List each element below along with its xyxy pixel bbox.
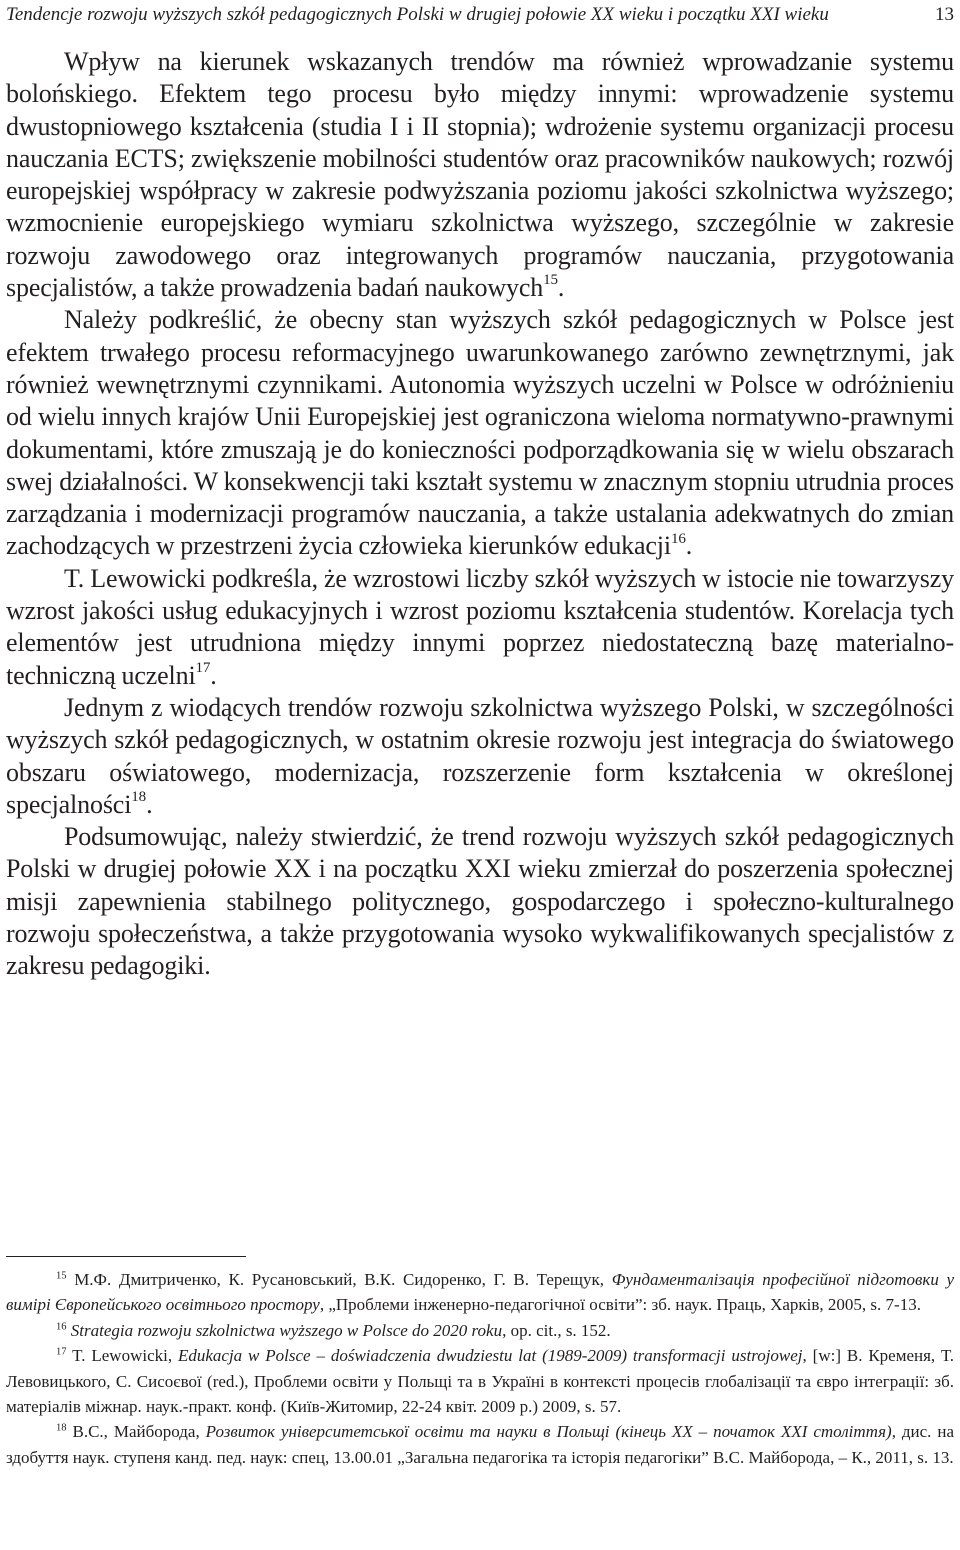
- footnote-ref[interactable]: 17: [195, 659, 211, 676]
- paragraph-text: Jednym z wiodących trendów rozwoju szkolnictwa wyższego Polski, w szczególności wyższych szkół pedagogicznych, w ostatnim okresie rozwoju jest integracja do światowego obszaru oświatowego, modernizacja, rozszerzenie form kształcenia w określonej specjalności: [6, 692, 954, 819]
- footnotes: [6, 1267, 954, 1470]
- paragraph: [6, 563, 954, 692]
- paragraph-end: .: [685, 531, 693, 561]
- footnote-ref[interactable]: 15: [543, 272, 558, 289]
- paragraph-text: Należy podkreślić, że obecny stan wyższych szkół pedagogicznych w Polsce jest efektem trwałego procesu reformacyjnego uwarunkowanego zarówno zewnętrznymi, jak również wewnętrznymi czynnikami. Autonomia wyższych uczelni w Polsce w odróżnieniu od wielu innych krajów Unii Europejskiej jest ograniczona wieloma normatywno-prawnymi dokumentami, które zmuszają je do konieczności podporządkowania się w wielu obszarach swej działalności. W konsekwencji taki kształt systemu w znacznym stopniu utrudnia proces zarządzania i modernizacji programów nauczania, a także ustalania adekwatnych do zmian zachodzących w przestrzeni życia człowieka kierunków edukacji: [6, 305, 954, 561]
- paragraph-end: .: [557, 273, 565, 303]
- footnote-number: 16: [56, 1321, 67, 1333]
- footnote-number: 15: [56, 1270, 67, 1282]
- footnote-title: Edukacja w Polsce – doświadczenia dwudziestu lat (1989-2009) transformacji ustrojowej: [177, 1346, 803, 1366]
- footnote-source: , дис. на здобуття наук. ступеня канд. пед. наук: спец, 13.00.01 „Загальна педагогіка та історія педагогіки” В.С. Майборода, – К., 2011, s. 13.: [6, 1422, 955, 1467]
- paragraph: [6, 821, 954, 982]
- paragraph-end: .: [210, 660, 217, 690]
- footnote: [6, 1419, 954, 1470]
- paragraph: [6, 46, 954, 304]
- footnote: [6, 1318, 954, 1343]
- body-text: [6, 46, 954, 983]
- footnote: [6, 1343, 954, 1419]
- footnote-title: Розвиток університетської освіти та науки в Польщі (кінець ХХ – початок ХХІ століття): [205, 1422, 892, 1442]
- footnote-title: Strategia rozwoju szkolnictwa wyższego w Polsce do 2020 roku: [70, 1320, 503, 1340]
- footnote-authors: В.С., Майборода,: [72, 1422, 206, 1442]
- paragraph-text: Podsumowując, należy stwierdzić, że trend rozwoju wyższych szkół pedagogicznych Polski w drugiej połowie XX i na początku XXI wieku zmierzał do poszerzenia społecznej misji zapewnienia stabilnego politycznego, gospodarczego i społeczno-kulturalnego rozwoju społeczeństwa, a także przygotowania wysoko wykwalifikowanych specjalistów z zakresu pedagogiki.: [6, 822, 954, 981]
- footnote-source: , op. cit., s. 152.: [502, 1320, 611, 1340]
- running-title: Tendencje rozwoju wyższych szkół pedagogicznych Polski w drugiej połowie XX wieku i początku XXI wieku: [6, 4, 829, 25]
- footnote: [6, 1267, 954, 1318]
- footnote-separator: [6, 1256, 246, 1257]
- paragraph: [6, 692, 954, 821]
- footnote-ref[interactable]: 16: [670, 530, 686, 547]
- footnote-authors: T. Lewowicki,: [72, 1346, 178, 1366]
- running-header: [6, 2, 954, 32]
- paragraph-end: .: [146, 789, 153, 819]
- footnote-authors: М.Ф. Дмитриченко, К. Русановський, В.К. Сидоренко, Г. В. Терещук,: [74, 1270, 612, 1289]
- footnote-source: , [w:] В. Кременя, Т. Левовицького, С. Сисоєвої (red.), Проблеми освіти у Польщі та в Україні в контексті процесів глобалізації та євро інтеграції: зб. матеріалів міжнар. наук.-практ. конф. (Київ-Житомир, 22-24 квіт. 2009 р.) 2009, s. 57.: [6, 1346, 954, 1417]
- footnote-title: Фундаменталізація професійної підготовки у вимірі Європейського освітнього простору: [6, 1270, 955, 1315]
- page-number: 13: [935, 4, 954, 25]
- paragraph: [6, 304, 954, 562]
- footnote-source: , „Проблеми інженерно-педагогічної освіти”: зб. наук. Праць, Харків, 2005, s. 7-13.: [319, 1295, 921, 1315]
- footnote-ref[interactable]: 18: [131, 788, 147, 805]
- footnote-number: 17: [56, 1346, 67, 1358]
- paragraph-text: T. Lewowicki podkreśla, że wzrostowi liczby szkół wyższych w istocie nie towarzyszy wzrost jakości usług edukacyjnych i wzrost poziomu kształcenia studentów. Korelacja tych elementów jest utrudniona między innymi poprzez niedostateczną bazę materialno-techniczną uczelni: [6, 563, 954, 690]
- footnote-number: 18: [56, 1422, 67, 1434]
- paragraph-text: Wpływ na kierunek wskazanych trendów ma również wprowadzanie systemu bolońskiego. Efektem tego procesu było między innymi: wprowadzenie systemu dwustopniowego kształcenia (studia I i II stopnia); wdrożenie systemu organizacji procesu nauczania ECTS; zwiększenie mobilności studentów oraz pracowników naukowych; rozwój europejskiej współpracy w zakresie podwyższania poziomu jakości szkolnictwa wyższego; wzmocnienie europejskiego wymiaru szkolnictwa wyższego, szczególnie w zakresie rozwoju zawodowego oraz integrowanych programów nauczania, przygotowania specjalistów, a także prowadzenia badań naukowych: [6, 47, 954, 303]
